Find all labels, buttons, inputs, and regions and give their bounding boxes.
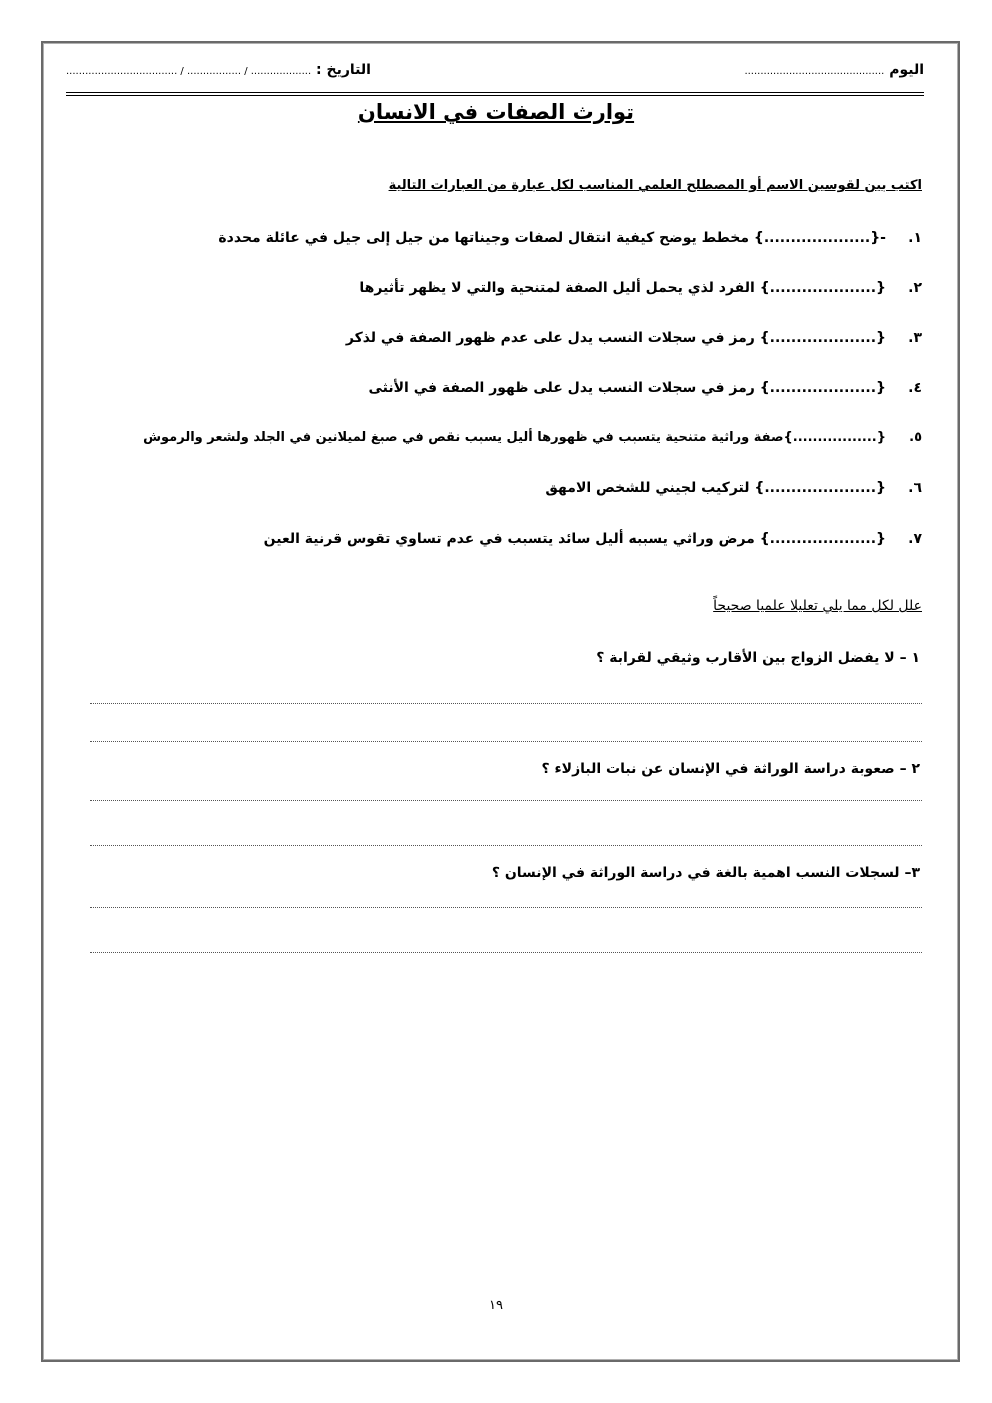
reason-question: ٣– لسجلات النسب اهمية بالغة في دراسة الوراثة في الإنسان ؟ — [491, 865, 920, 881]
term-item — [218, 230, 922, 246]
term-text: {....................} رمز في سجلات النسب يدل على عدم ظهور الصفة في لذكر — [345, 330, 886, 346]
part1-instruction: اكتب بين لقوسين الاسم أو المصطلح العلمي المناسب لكل عبارة من العبارات التالية — [388, 178, 922, 193]
day-dots: ............................................ — [744, 66, 885, 77]
term-number: ٤. — [908, 380, 922, 396]
answer-line — [90, 800, 922, 801]
term-number: ٥. — [909, 430, 922, 445]
term-item — [264, 531, 922, 547]
term-text: {....................} الفرد لذي يحمل أليل الصفة لمتنحية والتي لا يظهر تأثيرها — [359, 280, 886, 296]
term-item — [359, 280, 922, 296]
header-divider — [66, 92, 924, 93]
term-text: {....................} رمز في سجلات النسب يدل على ظهور الصفة في الأنثى — [368, 380, 886, 396]
reason-question: ٢ – صعوبة دراسة الوراثة في الإنسان عن نبات البازلاء ؟ — [541, 761, 920, 777]
term-text: {....................} مرض وراثي يسببه أليل سائد يتسبب في عدم تساوي تقوس قرنية العين — [263, 531, 886, 547]
term-number: ٦. — [908, 480, 922, 496]
date-label: التاريخ : — [316, 62, 371, 78]
term-item — [368, 380, 922, 396]
term-number: ٢. — [908, 280, 922, 296]
answer-line — [90, 907, 922, 908]
reason-question: ١ – لا يفضل الزواج بين الأقارب وثيقي لقرابة ؟ — [596, 650, 920, 666]
term-number: ١. — [908, 230, 922, 246]
term-text: -{....................} مخطط يوضح كيفية انتقال لصفات وجيناتها من جيل إلى جيل في عائلة محددة — [218, 230, 886, 246]
day-label: اليوم — [889, 62, 924, 78]
page-number: ١٩ — [489, 1298, 503, 1313]
term-item — [346, 330, 922, 346]
date-value: ................... / ................. / ................................... — [66, 66, 312, 77]
part2-instruction: علل لكل مما يلي تعليلا علميا صحيحاً — [713, 598, 922, 614]
term-number: ٧. — [908, 531, 922, 547]
answer-line — [90, 703, 922, 704]
answer-line — [90, 741, 922, 742]
term-text: {.................}صفة وراثية متنحية يتسبب في ظهورها أليل يسبب نقص في صبغ لميلانين في الجلد ولشعر والرموش — [143, 430, 886, 445]
term-text: {.....................} لتركيب لجيني للشخص الامهق — [545, 480, 886, 496]
answer-line — [90, 845, 922, 846]
day-field — [744, 62, 924, 78]
date-field — [66, 62, 371, 78]
term-item — [545, 480, 922, 496]
term-number: ٣. — [908, 330, 922, 346]
answer-line — [90, 952, 922, 953]
header-divider-double — [66, 95, 924, 96]
term-item — [143, 430, 922, 445]
header — [66, 62, 924, 86]
page-title: توارث الصفات في الانسان — [357, 100, 635, 124]
